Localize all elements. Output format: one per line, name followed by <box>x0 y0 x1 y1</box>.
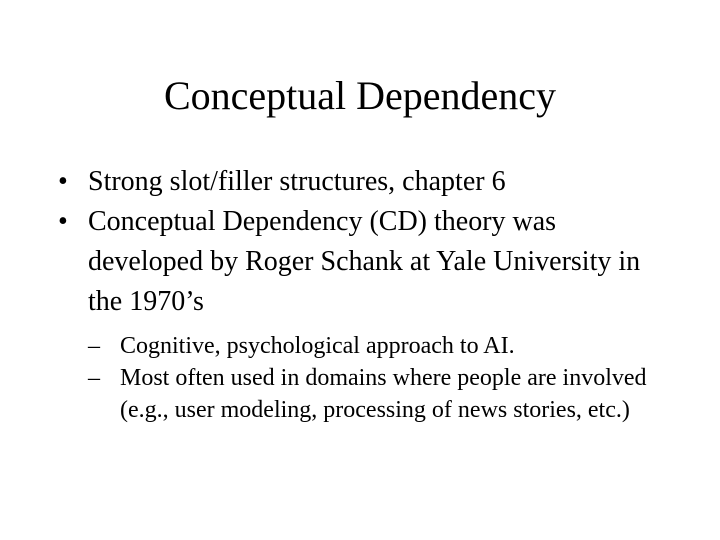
slide-title: Conceptual Dependency <box>163 73 557 118</box>
bullet-list <box>58 162 678 426</box>
bullet-item <box>58 202 678 426</box>
bullet-text: Strong slot/filler structures, chapter 6 <box>88 166 506 197</box>
sub-bullet-item <box>88 330 678 362</box>
sub-bullet-dash: – <box>88 333 100 359</box>
sub-bullet-item <box>88 362 678 426</box>
sub-bullet-text: Most often used in domains where people are involved (e.g., user modeling, processing of news stories, etc.) <box>120 365 647 423</box>
bullet-text: Conceptual Dependency (CD) theory was developed by Roger Schank at Yale University in the 1970’s <box>88 206 641 317</box>
sub-bullet-text: Cognitive, psychological approach to AI. <box>120 333 515 359</box>
bullet-dot: • <box>58 166 68 197</box>
bullet-item <box>58 162 678 202</box>
sub-bullet-list <box>88 330 678 426</box>
sub-bullet-dash: – <box>88 365 100 391</box>
bullet-dot: • <box>58 206 68 237</box>
